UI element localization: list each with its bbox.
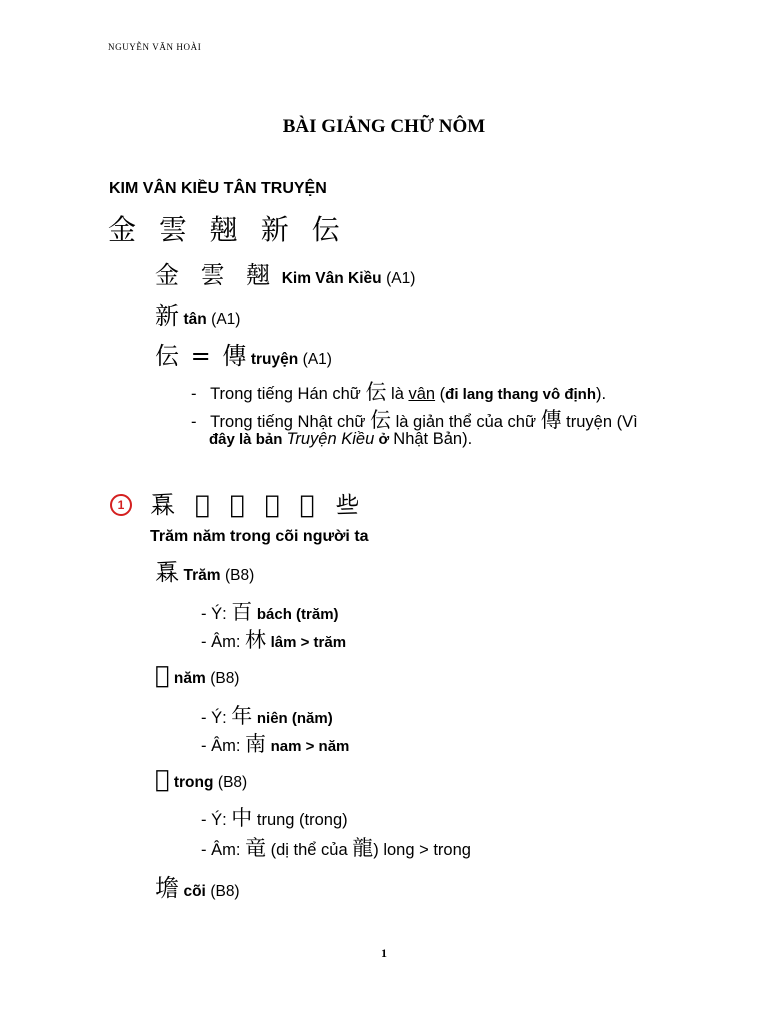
han-char: 竜 [245, 836, 266, 860]
entry-tan [155, 296, 240, 331]
han-char: 南 [245, 732, 266, 756]
sound-line: - Âm: 竜 (dị thể của 龍) long > trong [201, 836, 471, 860]
entry-ref: (B8) [224, 567, 255, 584]
note-han-meaning: - Trong tiếng Hán chữ 伝 là vân (đi lang thang vô định). [191, 380, 607, 404]
verse-quoc-ngu: Trăm năm trong cõi người ta [150, 528, 369, 545]
entry-gloss: truyện [250, 351, 299, 368]
note-japanese-cont: đây là bản Truyện Kiều ở Nhật Bản). [209, 430, 473, 448]
sound-line: - Âm: 南 nam > năm [201, 732, 350, 756]
entry-ref: (B8) [217, 774, 248, 791]
bullet: - [191, 413, 197, 431]
page-title: BÀI GIẢNG CHỮ NÔM [282, 116, 486, 137]
entry-ref: (B8) [210, 883, 240, 900]
han-char: 年 [231, 704, 253, 728]
entry-han: 𤾓 [155, 558, 179, 586]
char-entry-coi [155, 868, 240, 903]
verse-number-badge: 1 [110, 494, 132, 516]
entry-han: 伝 = 傳 [155, 342, 247, 370]
han-char: 中 [231, 806, 253, 830]
note-japanese: - Trong tiếng Nhật chữ 伝 là giản thể của chữ 傳 truyện (Vì [191, 408, 638, 432]
han-char: 林 [245, 628, 266, 652]
header-author: NGUYỄN VĂN HOÀI [108, 42, 202, 52]
char-entry-nam [155, 661, 239, 689]
verse-han: 𤾓 𢆥 𥪝 㙴 𠊛 些 [150, 490, 366, 519]
entry-han: 新 [155, 302, 179, 330]
char-entry-tram [155, 558, 254, 586]
char-entry-trong [155, 765, 247, 793]
entry-gloss: Kim Vân Kiều [281, 270, 382, 287]
han-char: 傳 [540, 408, 562, 432]
entry-gloss: trong [173, 774, 214, 791]
entry-han: 金 雲 翹 [155, 261, 278, 289]
entry-gloss: cõi [183, 883, 206, 900]
page-number: 1 [381, 946, 387, 960]
entry-han: 𥪝 [155, 765, 170, 793]
entry-han: 𢆥 [155, 661, 170, 689]
entry-truyen [155, 336, 332, 371]
underlined-word: vân [408, 385, 436, 403]
meaning-line: - Ý: 年 niên (năm) [201, 704, 333, 728]
entry-ref: (A1) [386, 270, 416, 287]
entry-gloss: tân [183, 311, 207, 328]
section-han-title: 金 雲 翹 新 伝 [108, 213, 347, 246]
bullet: - [191, 385, 197, 403]
han-char: 伝 [365, 380, 387, 404]
section-title: KIM VÂN KIỀU TÂN TRUYỆN [109, 180, 327, 197]
sound-line: - Âm: 林 lâm > trăm [201, 628, 347, 652]
meaning-line: - Ý: 百 bách (trăm) [201, 600, 339, 624]
entry-gloss: Trăm [183, 567, 221, 584]
entry-kim-van-kieu [155, 255, 415, 290]
meaning-line: - Ý: 中 trung (trong) [201, 806, 348, 830]
entry-ref: (A1) [302, 351, 332, 368]
entry-ref: (B8) [210, 670, 240, 687]
entry-han: 㙴 [155, 874, 179, 902]
han-char: 伝 [370, 408, 392, 432]
han-char: 龍 [352, 836, 374, 860]
entry-ref: (A1) [211, 311, 241, 328]
han-char: 百 [231, 600, 253, 624]
entry-gloss: năm [173, 670, 206, 687]
